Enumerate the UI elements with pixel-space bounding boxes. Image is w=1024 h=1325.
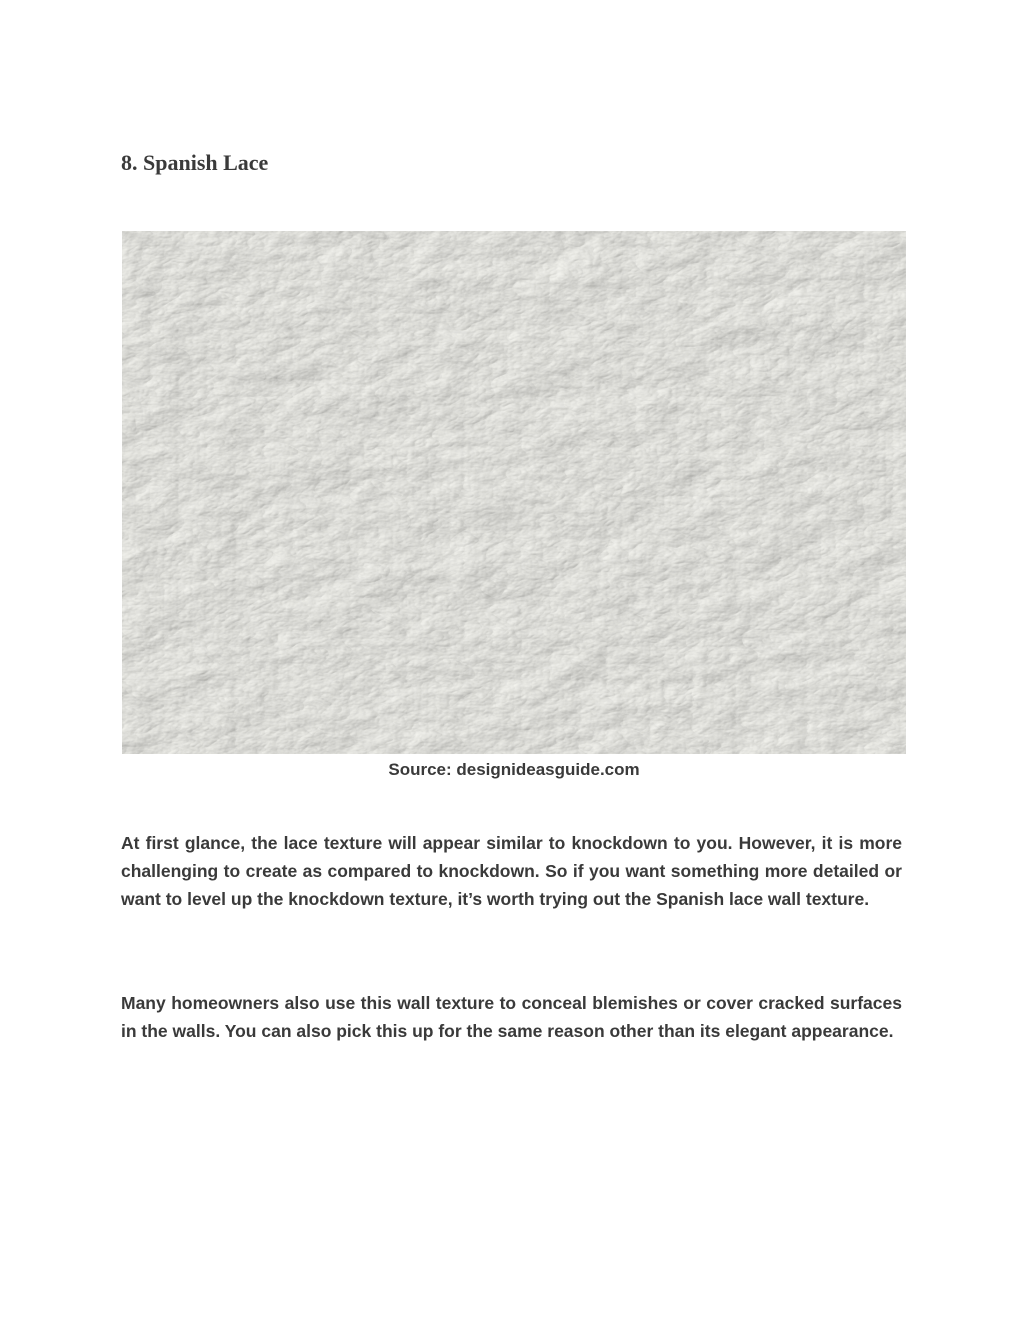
wall-texture-photo <box>122 231 906 754</box>
section-heading: 8. Spanish Lace <box>121 150 269 175</box>
body-paragraph: Many homeowners also use this wall texture to conceal blemishes or cover cracked surfaces in the walls. You can also pick this up for the same reason other than its elegant appearance. <box>121 993 902 1041</box>
spanish-lace-figure <box>122 231 906 754</box>
body-paragraph: At first glance, the lace texture will appear similar to knockdown to you. However, it is more challenging to create as compared to knockdown. So if you want something more detailed or want to level up the knockdown texture, it’s worth trying out the Spanish lace wall texture. <box>121 833 902 909</box>
image-source-caption: Source: designideasguide.com <box>388 760 640 779</box>
